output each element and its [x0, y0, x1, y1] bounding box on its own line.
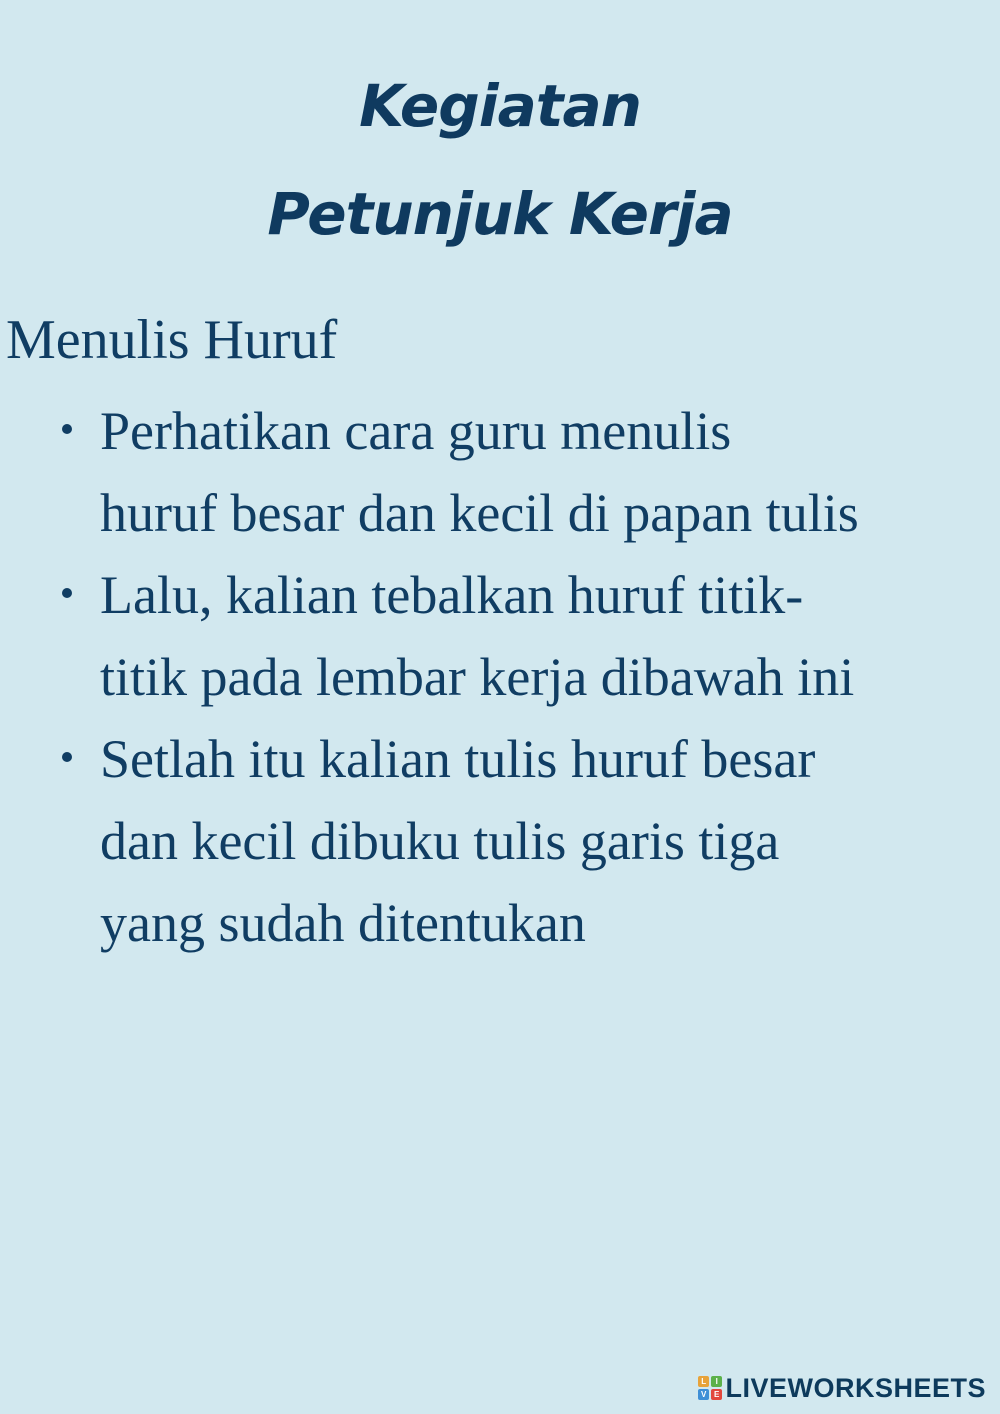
logo-cell: I	[711, 1376, 722, 1387]
bullet-icon	[62, 752, 72, 762]
list-item	[100, 718, 995, 964]
bullet-icon	[62, 424, 72, 434]
list-item-line: Perhatikan cara guru menulis	[100, 401, 732, 461]
list-item-line: yang sudah ditentukan	[100, 893, 586, 953]
logo-cell: E	[711, 1389, 722, 1400]
list-item-line: titik pada lembar kerja dibawah ini	[100, 647, 855, 707]
list-item-line: huruf besar dan kecil di papan tulis	[100, 483, 859, 543]
page-title-line-1: Kegiatan	[359, 72, 641, 140]
list-item-line: dan kecil dibuku tulis garis tiga	[100, 811, 780, 871]
logo-cell: L	[698, 1376, 709, 1387]
list-item	[100, 554, 995, 718]
logo-cell: V	[698, 1389, 709, 1400]
section-heading: Menulis Huruf	[6, 309, 338, 371]
list-item	[100, 390, 995, 554]
watermark-text: LIVEWORKSHEETS	[725, 1372, 986, 1403]
bullet-icon	[62, 588, 72, 598]
list-item-line: Setlah itu kalian tulis huruf besar	[100, 729, 816, 789]
liveworksheets-watermark	[698, 1372, 986, 1404]
page-title-line-2: Petunjuk Kerja	[267, 180, 733, 248]
instruction-list	[100, 390, 995, 964]
liveworksheets-logo-icon	[698, 1376, 722, 1400]
list-item-line: Lalu, kalian tebalkan huruf titik-	[100, 565, 804, 625]
